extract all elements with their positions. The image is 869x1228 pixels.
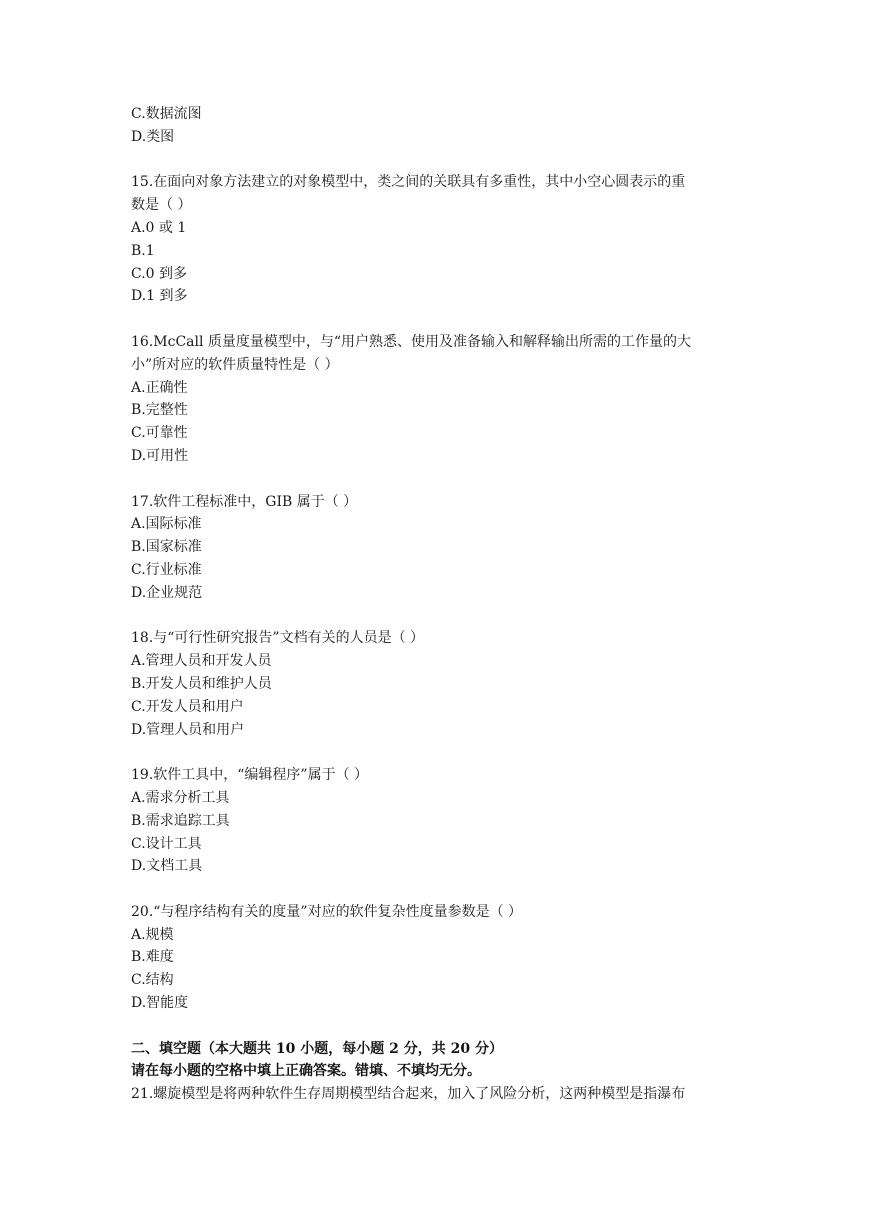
option-a: A.需求分析工具 <box>131 789 230 806</box>
option-c: C.行业标准 <box>131 561 202 578</box>
question-stem: 18.与“可行性研究报告”文档有关的人员是（ ） <box>131 630 425 647</box>
option-b: B.国家标准 <box>131 539 202 556</box>
question-17 <box>131 491 751 605</box>
question-16 <box>131 331 751 468</box>
option-c: C.0 到多 <box>131 265 188 282</box>
option-c: C.开发人员和用户 <box>131 698 244 715</box>
option-b: B.难度 <box>131 949 174 966</box>
option-a: A.正确性 <box>131 379 188 396</box>
section-instruction: 请在每小题的空格中填上正确答案。错填、不填均无分。 <box>131 1063 481 1080</box>
option-b: B.1 <box>131 242 155 259</box>
spacer <box>131 468 751 491</box>
exam-page <box>131 103 751 1106</box>
question-stem: 15.在面向对象方法建立的对象模型中，类之间的关联具有多重性，其中小空心圆表示的重 <box>131 174 686 191</box>
spacer <box>131 741 751 764</box>
option-a: A.0 或 1 <box>131 219 187 236</box>
option-d: D.智能度 <box>131 995 189 1012</box>
option-a: A.管理人员和开发人员 <box>131 653 272 670</box>
section-title: 二、填空题（本大题共 10 小题，每小题 2 分，共 20 分） <box>131 1040 503 1057</box>
spacer <box>131 878 751 901</box>
question-21-stem: 21.螺旋模型是将两种软件生存周期模型结合起来，加入了风险分析，这两种模型是指瀑布 <box>131 1086 686 1103</box>
option-d: D.可用性 <box>131 447 189 464</box>
option-b: B.需求追踪工具 <box>131 812 230 829</box>
option-b: B.开发人员和维护人员 <box>131 675 272 692</box>
option-c: C.数据流图 <box>131 106 202 122</box>
option-b: B.完整性 <box>131 402 188 419</box>
option-a: A.国际标准 <box>131 516 202 533</box>
option-d: D.1 到多 <box>131 288 188 305</box>
option-d: D.类图 <box>131 128 175 145</box>
option-c: C.结构 <box>131 972 174 989</box>
question-stem: 数是（ ） <box>131 197 192 214</box>
spacer <box>131 605 751 628</box>
spacer <box>131 308 751 331</box>
option-d: D.企业规范 <box>131 584 203 601</box>
question-15 <box>131 171 751 308</box>
option-c: C.可靠性 <box>131 425 188 442</box>
top-options <box>131 103 751 149</box>
option-c: C.设计工具 <box>131 835 202 852</box>
question-stem: 19.软件工具中，“编辑程序”属于（ ） <box>131 767 369 784</box>
question-stem: 16.McCall 质量度量模型中，与“用户熟悉、使用及准备输入和解释输出所需的工作量的大 <box>131 333 692 350</box>
question-19 <box>131 764 751 878</box>
section-fill-in-blank <box>131 1038 751 1106</box>
option-d: D.文档工具 <box>131 858 203 875</box>
question-stem: 小”所对应的软件质量特性是（ ） <box>131 356 339 373</box>
option-d: D.管理人员和用户 <box>131 721 245 738</box>
spacer <box>131 149 751 172</box>
question-20 <box>131 901 751 1015</box>
question-18 <box>131 627 751 741</box>
spacer <box>131 1015 751 1038</box>
question-stem: 20.“与程序结构有关的度量”对应的软件复杂性度量参数是（ ） <box>131 903 523 920</box>
question-stem: 17.软件工程标准中，GIB 属于（ ） <box>131 493 358 510</box>
option-a: A.规模 <box>131 926 174 943</box>
